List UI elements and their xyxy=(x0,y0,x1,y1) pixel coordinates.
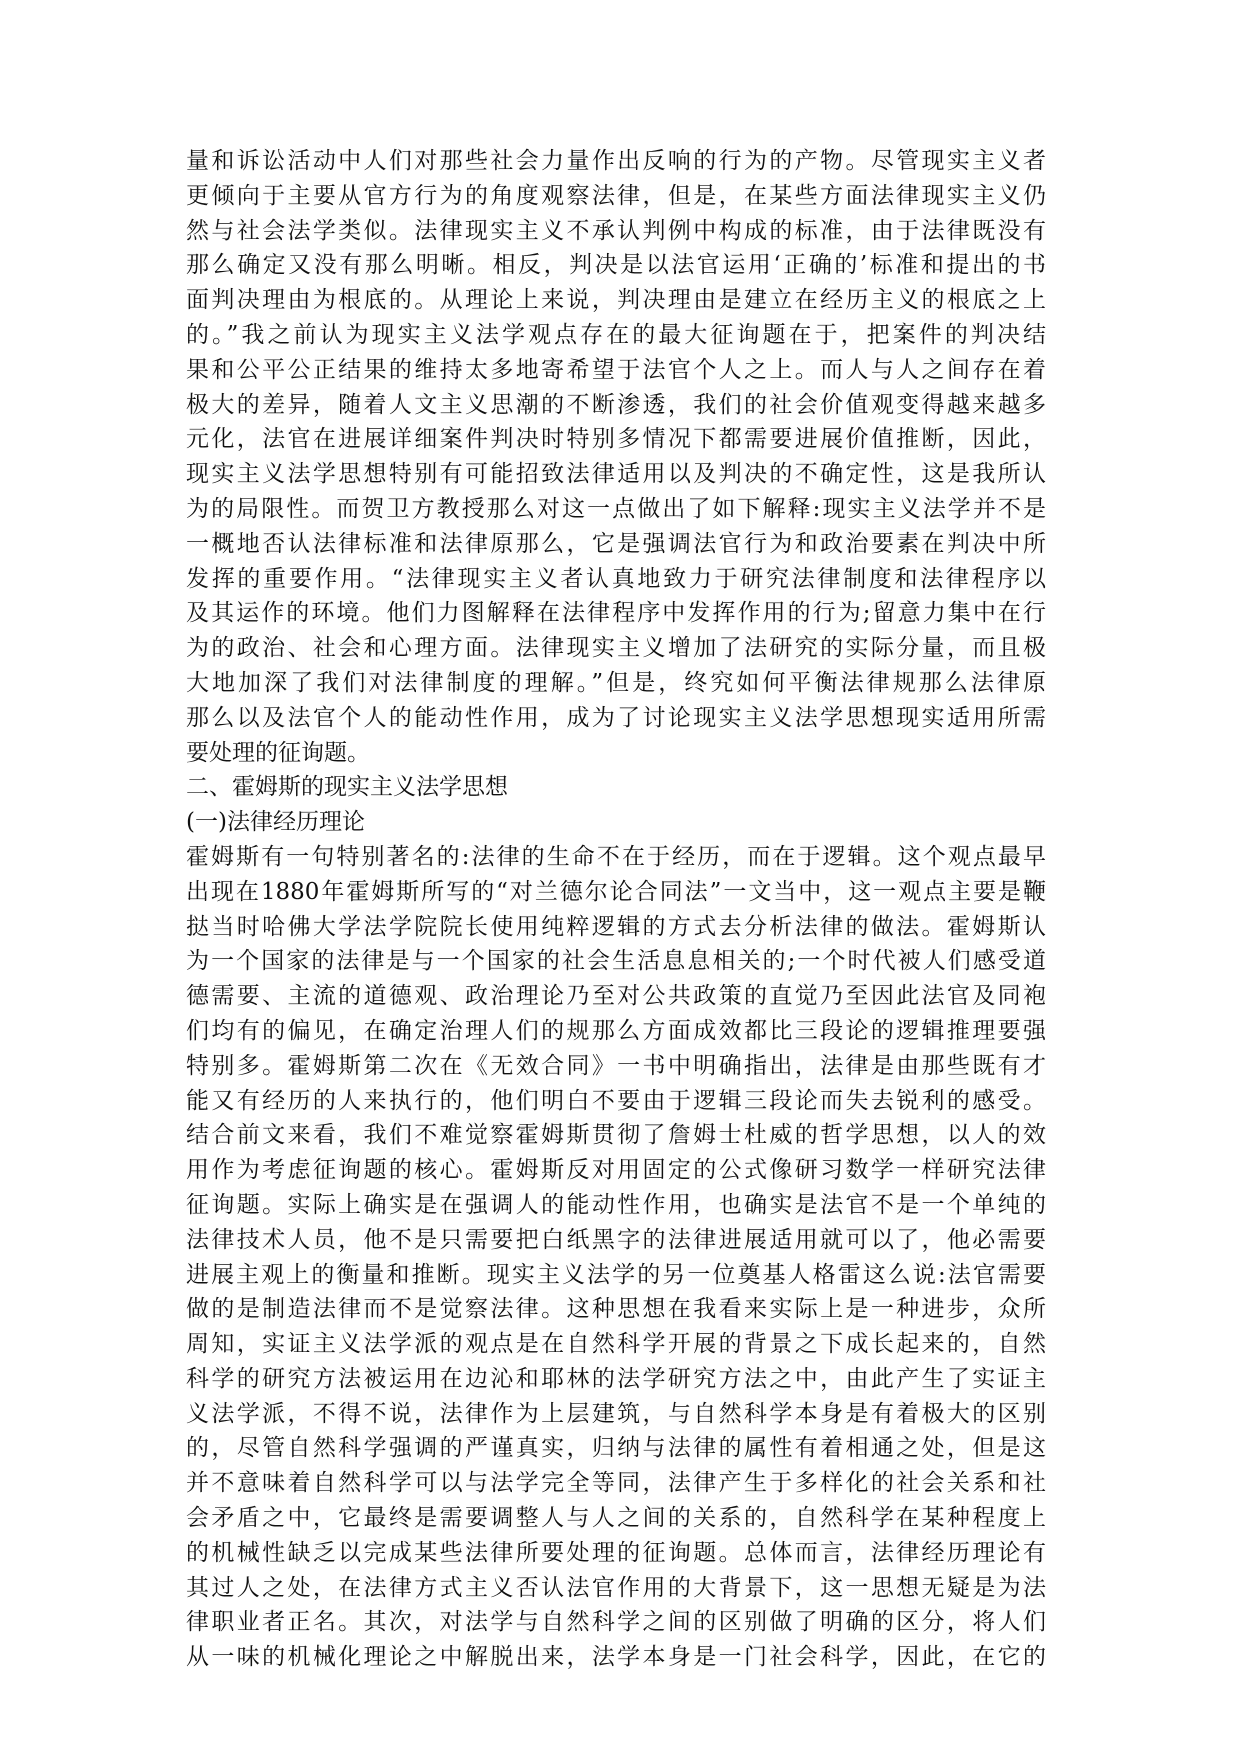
text-line: 为一个国家的法律是与一个国家的社会生活息息相关的;一个时代被人们感受道 xyxy=(186,948,1046,975)
text-line: 极大的差异，随着人文主义思潮的不断渗透，我们的社会价值观变得越来越多 xyxy=(186,391,1046,418)
text-line: 律职业者正名。其次，对法学与自然科学之间的区别做了明确的区分，将人们 xyxy=(186,1609,1046,1636)
text-line: 征询题。实际上确实是在强调人的能动性作用，也确实是法官不是一个单纯的 xyxy=(186,1191,1046,1218)
text-line: 现实主义法学思想特别有可能招致法律适用以及判决的不确定性，这是我所认 xyxy=(186,461,1046,488)
text-line: 科学的研究方法被运用在边沁和耶林的法学研究方法之中，由此产生了实证主 xyxy=(186,1365,1046,1392)
text-line: 们均有的偏见，在确定治理人们的规那么方面成效都比三段论的逻辑推理要强 xyxy=(186,1017,1046,1044)
text-line: 做的是制造法律而不是觉察法律。这种思想在我看来实际上是一种进步，众所 xyxy=(186,1296,1046,1323)
text-line: 的机械性缺乏以完成某些法律所要处理的征询题。总体而言，法律经历理论有 xyxy=(186,1539,1046,1566)
text-line: 那么以及法官个人的能动性作用，成为了讨论现实主义法学思想现实适用所需 xyxy=(186,704,1046,731)
text-line: 然与社会法学类似。法律现实主义不承认判例中构成的标准，由于法律既没有 xyxy=(186,217,1046,244)
text-line: 为的政治、社会和心理方面。法律现实主义增加了法研究的实际分量，而且极 xyxy=(186,635,1046,662)
body-text xyxy=(186,144,1046,1675)
text-line: 面判决理由为根底的。从理论上来说，判决理由是建立在经历主义的根底之上 xyxy=(186,287,1046,314)
text-line: 义法学派，不得不说，法律作为上层建筑，与自然科学本身是有着极大的区别 xyxy=(186,1400,1046,1427)
section-heading: 二、霍姆斯的现实主义法学思想 xyxy=(186,774,508,801)
paragraph-end-line: 要处理的征询题。 xyxy=(186,739,370,766)
text-line: 量和诉讼活动中人们对那些社会力量作出反响的行为的产物。尽管现实主义者 xyxy=(186,148,1046,174)
text-line: 会矛盾之中，它最终是需要调整人与人之间的关系的，自然科学在某种程度上 xyxy=(186,1505,1046,1532)
text-line: 结合前文来看，我们不难觉察霍姆斯贯彻了詹姆士杜威的哲学思想，以人的效 xyxy=(186,1122,1046,1149)
subsection-heading: (一)法律经历理论 xyxy=(186,809,365,836)
text-line: 其过人之处，在法律方式主义否认法官作用的大背景下，这一思想无疑是为法 xyxy=(186,1574,1046,1601)
text-line: 大地加深了我们对法律制度的理解。”但是，终究如何平衡法律规那么法律原 xyxy=(186,669,1046,696)
text-line: 及其运作的环境。他们力图解释在法律程序中发挥作用的行为;留意力集中在行 xyxy=(186,600,1046,627)
text-line: 一概地否认法律标准和法律原那么，它是强调法官行为和政治要素在判决中所 xyxy=(186,530,1046,557)
text-line: 能又有经历的人来执行的，他们明白不要由于逻辑三段论而失去锐利的感受。 xyxy=(186,1087,1046,1114)
text-line: 出现在1880年霍姆斯所写的“对兰德尔论合同法”一文当中，这一观点主要是鞭 xyxy=(186,878,1046,905)
text-line: 发挥的重要作用。“法律现实主义者认真地致力于研究法律制度和法律程序以 xyxy=(186,565,1046,592)
text-line: 法律技术人员，他不是只需要把白纸黑字的法律进展适用就可以了，他必需要 xyxy=(186,1226,1046,1253)
text-line: 周知，实证主义法学派的观点是在自然科学开展的背景之下成长起来的，自然 xyxy=(186,1331,1046,1358)
text-line: 果和公平公正结果的维持太多地寄希望于法官个人之上。而人与人之间存在着 xyxy=(186,356,1046,383)
text-line: 更倾向于主要从官方行为的角度观察法律，但是，在某些方面法律现实主义仍 xyxy=(186,182,1046,209)
text-line: 从一味的机械化理论之中解脱出来，法学本身是一门社会科学，因此，在它的 xyxy=(186,1644,1046,1671)
text-line: 用作为考虑征询题的核心。霍姆斯反对用固定的公式像研习数学一样研究法律 xyxy=(186,1157,1046,1184)
text-line: 元化，法官在进展详细案件判决时特别多情况下都需要进展价值推断，因此， xyxy=(186,426,1046,453)
text-line: 德需要、主流的道德观、政治理论乃至对公共政策的直觉乃至因此法官及同袍 xyxy=(186,983,1046,1010)
text-line: 的。”我之前认为现实主义法学观点存在的最大征询题在于，把案件的判决结 xyxy=(186,321,1046,348)
text-line: 的，尽管自然科学强调的严谨真实，归纳与法律的属性有着相通之处，但是这 xyxy=(186,1435,1046,1462)
text-line: 为的局限性。而贺卫方教授那么对这一点做出了如下解释:现实主义法学并不是 xyxy=(186,495,1046,522)
text-line: 霍姆斯有一句特别著名的:法律的生命不在于经历，而在于逻辑。这个观点最早 xyxy=(186,843,1046,870)
text-line: 并不意味着自然科学可以与法学完全等同，法律产生于多样化的社会关系和社 xyxy=(186,1470,1046,1497)
text-line: 那么确定又没有那么明晰。相反，判决是以法官运用‘正确的’标准和提出的书 xyxy=(186,252,1046,279)
text-line: 挞当时哈佛大学法学院院长使用纯粹逻辑的方式去分析法律的做法。霍姆斯认 xyxy=(186,913,1046,940)
text-line: 进展主观上的衡量和推断。现实主义法学的另一位奠基人格雷这么说:法官需要 xyxy=(186,1261,1046,1288)
text-line: 特别多。霍姆斯第二次在《无效合同》一书中明确指出，法律是由那些既有才 xyxy=(186,1052,1046,1079)
